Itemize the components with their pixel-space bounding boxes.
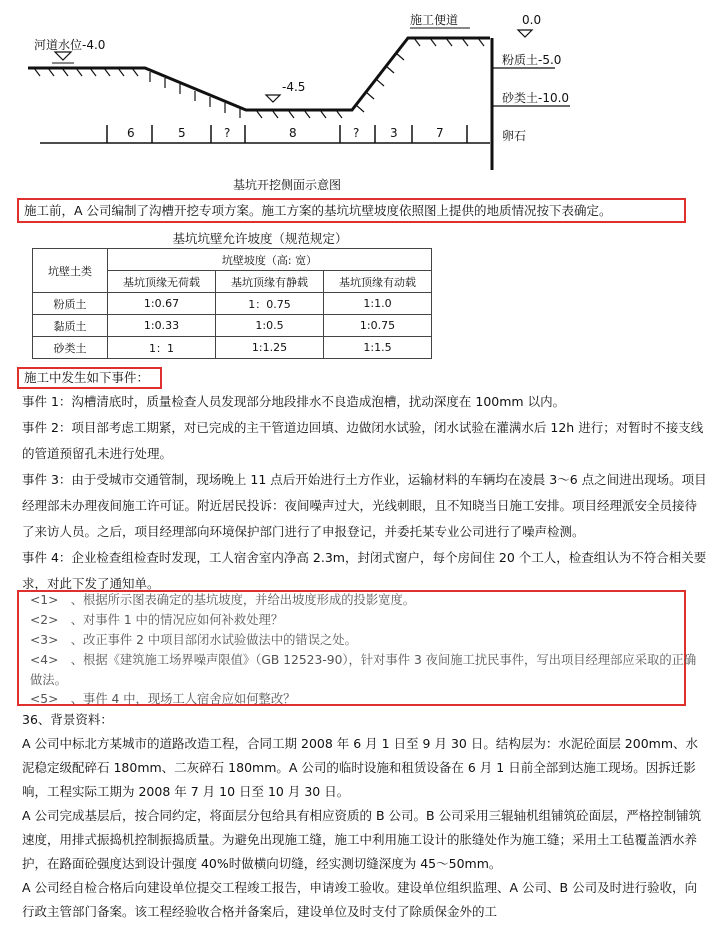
segment-label: 6 (127, 126, 135, 140)
segment-label: 7 (436, 126, 444, 140)
segment-label: 8 (289, 126, 297, 140)
road-label: 施工便道 (410, 13, 459, 27)
water-level-marker (52, 52, 74, 63)
table-title: 基坑坑壁允许坡度（规范规定） (172, 231, 348, 246)
events-text: 事件 1：沟槽清底时，质量检查人员发现部分地段排水不良造成泡槽，扰动深度在 100mm 以内。 事件 2：项目部考虑工期紧，对已完成的主干管道边回填、边做闭水试验，闭水试验在灌满水后 12h 进行；对暂时不接支线的管道预留孔未进行处理。 事件 3：由于受城市交通管制，现场晚上 11 点后开始进行土方作业，运输材料的车辆均在凌晨 3～6 点之间进出现场。项目经理部未办理夜间施工许可证。附近居民投诉：夜间噪声过大，光线刺眼，且不知晓当日施工安排。项目经理派安全员接待了来访人员。之后，项目经理部向环境保护部门进行了申报登记，并委托某专业公司进行了噪声检测。 事件 4：企业检查组检查时发现，工人宿舍室内净高 2.3m，封闭式窗户，每个房间住 20 个工人，检查组认为不符合相关要求，对此下发了通知单。 (22, 394, 707, 591)
table-row: 黏质土 1:0.33 1:0.5 1:0.75 (33, 315, 432, 337)
table-column-header: 基坑顶缘无荷载 (108, 271, 216, 293)
ground-level-marker (518, 30, 532, 37)
segment-label: 3 (390, 126, 398, 140)
table-row: 粉质土 1:0.67 1：0.75 1:1.0 (33, 293, 432, 315)
question-item: <2> 、对事件 1 中的情况应如何补救处理？ (30, 613, 284, 627)
intro-paragraph: 施工前，A 公司编制了沟槽开挖专项方案。施工方案的基坑坑壁坡度依照图上提供的地质情况按下表确定。 (24, 203, 612, 218)
segment-label: ? (224, 126, 231, 140)
diagram-caption: 基坑开挖侧面示意图 (233, 178, 342, 192)
table-group-header: 坑壁坡度（高: 宽） (108, 249, 432, 271)
layer-label-silt: 粉质土-5.0 (502, 53, 562, 67)
segment-label: 5 (178, 126, 186, 140)
table-row-header: 坑壁土类 (33, 249, 108, 293)
layer-label-gravel: 卵石 (502, 129, 527, 143)
table-column-header: 基坑顶缘有静载 (216, 271, 324, 293)
bottom-level-marker (266, 95, 280, 102)
segment-label: ? (353, 126, 360, 140)
section-36-text: 36、背景资料： A 公司中标北方某城市的道路改造工程，合同工期 2008 年 6 月 1 日至 9 月 30 日。结构层为：水泥砼面层 200mm、水泥稳定级配碎石 180mm、二灰碎石 180mm。A 公司的临时设施和租赁设备在 6 月 1 日前全部到达施工现场。因拆迁影响，工程实际工期为 2008 年 7 月 10 日至 10 月 30 日。 A 公司完成基层后，按合同约定，将面层分包给具有相应资质的 B 公司。B 公司采用三辊轴机组铺筑砼面层，严格控制铺筑速度，用排式振捣机控制振捣质量。为避免出现施工缝，施工中利用施工设计的胀缝处作为施工缝；采用土工毡覆盖洒水养护，在路面砼强度达到设计强度 40%时做横向切缝，经实测切缝深度为 45～50mm。 A 公司经自检合格后向建设单位提交工程竣工报告，申请竣工验收。建设单位组织监理、A 公司、B 公司及时进行验收，向行政主管部门备案。该工程经验收合格并备案后，建设单位及时支付了除质保金外的工 (22, 712, 702, 919)
water-level-label: 河道水位-4.0 (34, 38, 106, 52)
excavation-diagram (0, 0, 724, 195)
table-row: 砂类土 1：1 1:1.25 1:1.5 (33, 337, 432, 359)
table-column-header: 基坑顶缘有动载 (324, 271, 432, 293)
question-item: <4> 、根据《建筑施工场界噪声限值》（GB 12523-90），针对事件 3 夜间施工扰民事件，写出项目经理部应采取的正确做法。 (30, 653, 697, 687)
dimension-line (40, 125, 490, 143)
slope-table (32, 248, 432, 359)
bottom-level-label: -4.5 (282, 80, 306, 94)
question-item: <1> 、根据所示图表确定的基坑坡度，并给出坡度形成的投影宽度。 (30, 593, 416, 607)
ground-level-label: 0.0 (522, 13, 542, 27)
events-heading: 施工中发生如下事件： (24, 370, 150, 385)
question-item: <5> 、事件 4 中，现场工人宿舍应如何整改？ (30, 692, 296, 706)
question-item: <3> 、改正事件 2 中项目部闭水试验做法中的错误之处。 (30, 633, 357, 647)
layer-label-sand: 砂类土-10.0 (502, 91, 570, 105)
